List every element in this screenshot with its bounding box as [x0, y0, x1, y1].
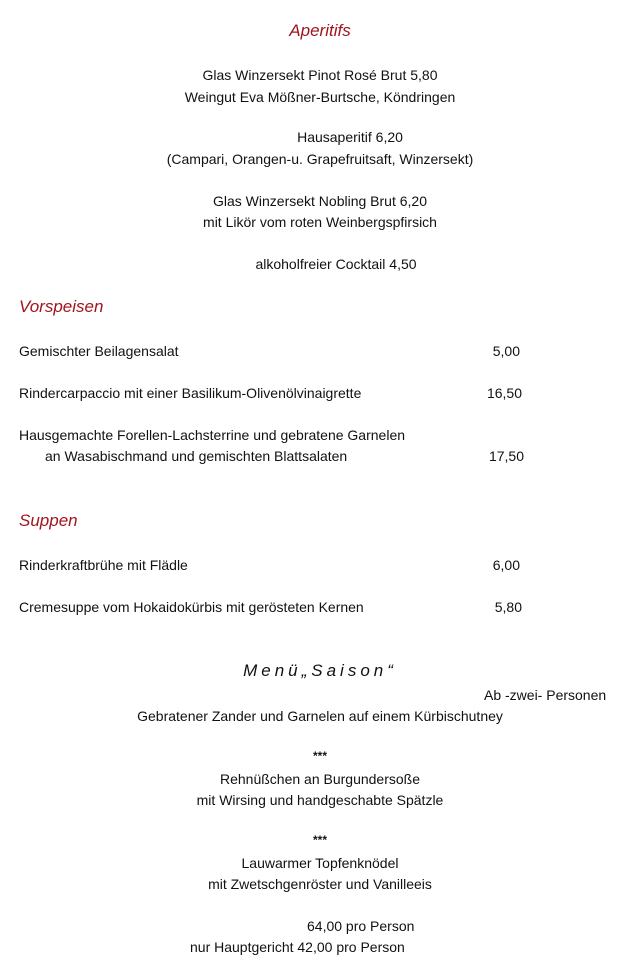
- suppe-2-price: 5,80: [494, 599, 522, 615]
- menu-course-2-line2: mit Wirsing und handgeschabte Spätzle: [196, 792, 444, 808]
- aperitifs-heading: Aperitifs: [289, 21, 351, 40]
- menu-course-3-line1: Lauwarmer Topfenknödel: [241, 855, 399, 871]
- aperitif-3-line2: mit Likör vom roten Weinbergspfirsich: [203, 214, 437, 230]
- suppe-1-price: 6,00: [492, 557, 520, 573]
- menu-price-full: 64,00 pro Person: [307, 918, 415, 934]
- vorspeise-3-name: Hausgemachte Forellen-Lachsterrine und gebratene Garnelen: [19, 427, 406, 443]
- suppe-2-name: Cremesuppe vom Hokaidokürbis mit gerösteten Kernen: [19, 599, 364, 615]
- aperitif-1-line2: Weingut Eva Mößner-Burtsche, Köndringen: [184, 89, 456, 105]
- vorspeise-1-price: 5,00: [492, 343, 520, 359]
- vorspeisen-heading: Vorspeisen: [19, 297, 104, 316]
- vorspeise-2-name: Rindercarpaccio mit einer Basilikum-Olivenölvinaigrette: [19, 385, 362, 401]
- aperitif-3-line1: Glas Winzersekt Nobling Brut 6,20: [213, 193, 427, 209]
- menu-course-1: Gebratener Zander und Garnelen auf einem Kürbischutney: [137, 708, 503, 724]
- vorspeise-3-name2: an Wasabischmand und gemischten Blattsalaten: [45, 448, 348, 464]
- suppe-1-name: Rinderkraftbrühe mit Flädle: [19, 557, 188, 573]
- vorspeise-2-price: 16,50: [486, 385, 522, 401]
- aperitif-2-line2: (Campari, Orangen-u. Grapefruitsaft, Winzersekt): [166, 151, 474, 167]
- menu-course-2-line1: Rehnüßchen an Burgundersoße: [219, 771, 421, 787]
- menu-title: Menü„Saison“: [243, 661, 397, 680]
- aperitif-2-line1: Hausaperitif 6,20: [297, 129, 403, 145]
- menu-price-main: nur Hauptgericht 42,00 pro Person: [190, 939, 405, 955]
- vorspeise-1-name: Gemischter Beilagensalat: [19, 343, 179, 359]
- menu-course-3-line2: mit Zwetschgenröster und Vanilleeis: [208, 876, 432, 892]
- vorspeise-3-price: 17,50: [488, 448, 524, 464]
- menu-persons: Ab -zwei- Personen: [484, 687, 607, 703]
- course-separator: ***: [312, 833, 327, 847]
- aperitif-1-line1: Glas Winzersekt Pinot Rosé Brut 5,80: [202, 67, 438, 83]
- aperitif-4-line1: alkoholfreier Cocktail 4,50: [255, 256, 417, 272]
- course-separator: ***: [312, 749, 327, 763]
- suppen-heading: Suppen: [19, 511, 78, 530]
